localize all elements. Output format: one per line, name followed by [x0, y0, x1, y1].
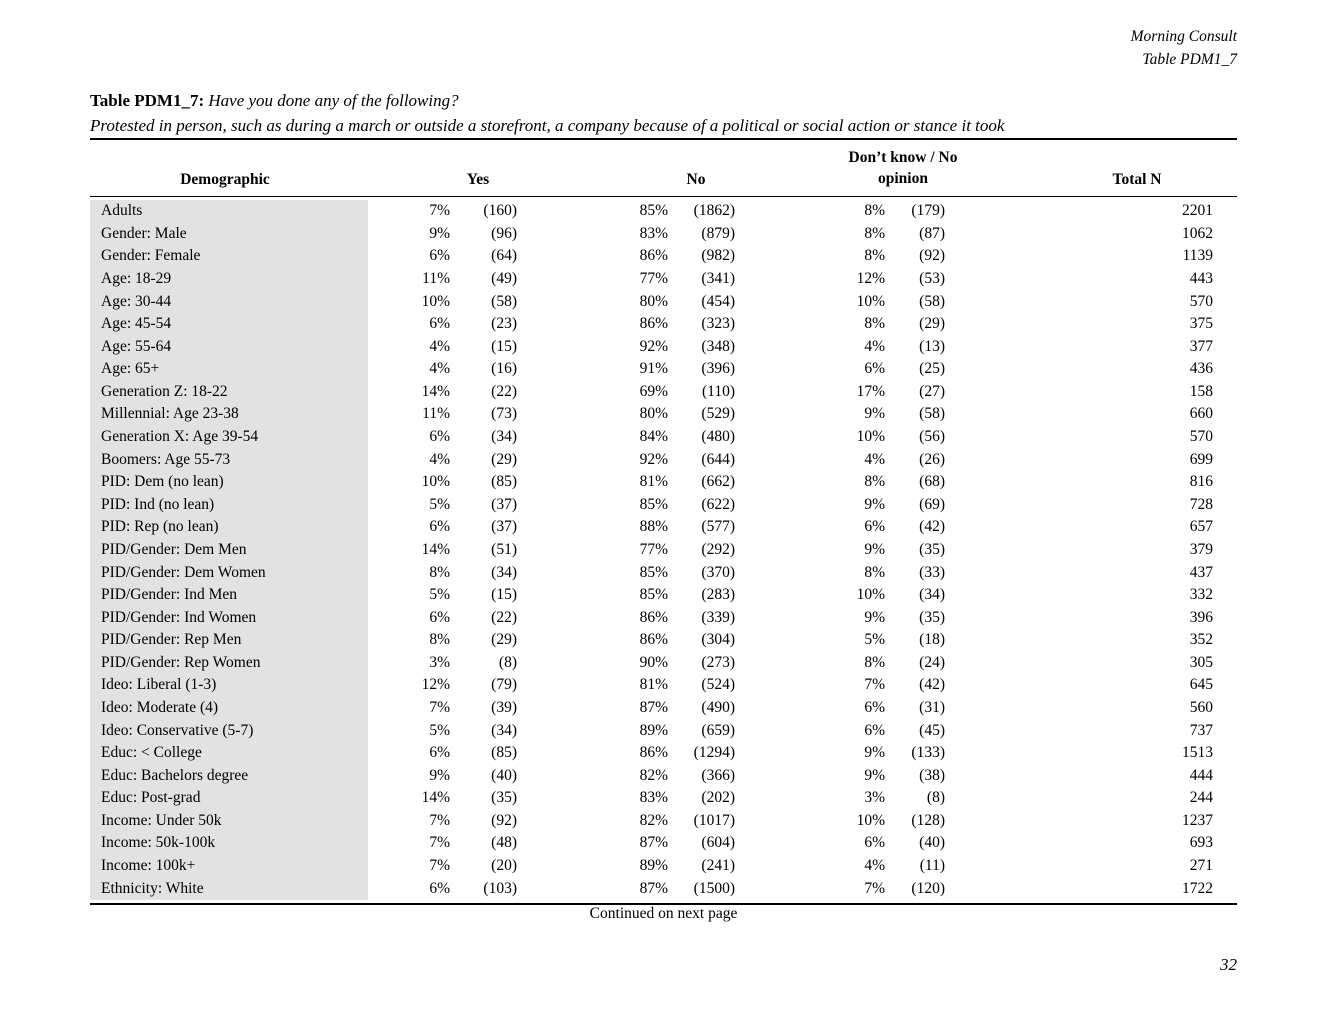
cell-yes-count: (39): [491, 699, 517, 716]
cell-yes-percent: 4%: [429, 337, 450, 355]
cell-yes-count: (37): [491, 518, 517, 536]
cell-yes-count: (103): [483, 879, 517, 897]
cell-dont-know-percent: 9%: [864, 405, 885, 423]
cell-no-count: (1017): [693, 811, 735, 829]
cell-dont-know-percent: 3%: [864, 789, 885, 807]
table-title-label: Table PDM1_7:: [90, 91, 205, 110]
table-body: [90, 200, 1237, 900]
cell-dont-know-percent: 9%: [864, 495, 885, 513]
cell-total-n: 570: [1189, 292, 1213, 310]
cell-total-n: 437: [1189, 563, 1213, 581]
cell-demographic-label: PID/Gender: Dem Men: [90, 539, 368, 562]
cell-demographic-label: Income: 50k-100k: [90, 832, 368, 855]
table-row: [90, 335, 1237, 358]
cell-dont-know-percent: 7%: [864, 676, 885, 694]
column-header-no: No: [686, 171, 706, 188]
cell-no-percent: 77%: [639, 540, 668, 558]
cell-dont-know-percent: 7%: [864, 879, 885, 897]
cell-yes-percent: 7%: [429, 202, 450, 220]
cell-dont-know-count: (13): [919, 337, 945, 355]
cell-yes-count: (48): [491, 834, 517, 852]
cell-yes-percent: 6%: [429, 428, 450, 446]
cell-total-n: 158: [1189, 382, 1213, 400]
cell-no-count: (622): [701, 495, 735, 513]
cell-yes-count: (73): [491, 405, 517, 423]
cell-dont-know-percent: 6%: [864, 518, 885, 536]
cell-dont-know-percent: 4%: [864, 337, 885, 355]
cell-no-percent: 69%: [639, 382, 668, 400]
cell-no-percent: 87%: [639, 879, 668, 897]
cell-yes-count: (92): [491, 811, 517, 829]
cell-no-count: (529): [701, 405, 735, 423]
cell-demographic-label: Ethnicity: White: [90, 877, 368, 900]
cell-yes-count: (34): [491, 721, 517, 739]
cell-dont-know-count: (58): [919, 292, 945, 310]
table-row: [90, 764, 1237, 787]
cell-yes-percent: 14%: [421, 382, 450, 400]
cell-yes-percent: 14%: [421, 789, 450, 807]
cell-yes-percent: 9%: [429, 766, 450, 784]
cell-demographic-label: Age: 55-64: [90, 335, 368, 358]
table-row: [90, 426, 1237, 449]
cell-total-n: 737: [1189, 721, 1213, 739]
table-row: [90, 290, 1237, 313]
cell-total-n: 1722: [1182, 879, 1213, 897]
cell-dont-know-percent: 5%: [864, 631, 885, 649]
cell-dont-know-count: (56): [919, 428, 945, 446]
cell-demographic-label: PID/Gender: Rep Women: [90, 652, 368, 675]
cell-dont-know-percent: 8%: [864, 473, 885, 491]
cell-no-percent: 90%: [639, 653, 668, 671]
cell-demographic-label: Income: Under 50k: [90, 810, 368, 833]
cell-yes-count: (8): [498, 653, 517, 671]
cell-dont-know-count: (53): [919, 270, 945, 288]
cell-yes-percent: 3%: [429, 653, 450, 671]
cell-no-percent: 80%: [639, 405, 668, 423]
cell-demographic-label: Educ: Bachelors degree: [90, 764, 368, 787]
page-number: 32: [1220, 955, 1237, 974]
cell-yes-percent: 6%: [429, 744, 450, 762]
cell-dont-know-count: (42): [919, 518, 945, 536]
cell-no-count: (323): [701, 315, 735, 333]
cell-yes-percent: 4%: [429, 450, 450, 468]
cell-no-percent: 85%: [639, 586, 668, 604]
table-row: [90, 403, 1237, 426]
cell-demographic-label: Age: 18-29: [90, 268, 368, 291]
cell-dont-know-count: (27): [919, 382, 945, 400]
table-row: [90, 539, 1237, 562]
table-row: [90, 652, 1237, 675]
cell-demographic-label: PID: Ind (no lean): [90, 494, 368, 517]
table-header-row: [90, 140, 1237, 197]
cell-yes-percent: 9%: [429, 224, 450, 242]
cell-dont-know-count: (26): [919, 450, 945, 468]
table-title-line: [90, 88, 1240, 113]
cell-demographic-label: PID/Gender: Dem Women: [90, 561, 368, 584]
cell-total-n: 444: [1189, 766, 1213, 784]
cell-yes-count: (20): [491, 857, 517, 875]
cell-yes-count: (85): [491, 744, 517, 762]
cell-no-percent: 86%: [639, 315, 668, 333]
table-row: [90, 381, 1237, 404]
cell-dont-know-percent: 10%: [856, 811, 885, 829]
cell-demographic-label: Millennial: Age 23-38: [90, 403, 368, 426]
cell-no-percent: 84%: [639, 428, 668, 446]
cell-dont-know-count: (18): [919, 631, 945, 649]
table-row: [90, 313, 1237, 336]
cell-total-n: 305: [1189, 653, 1213, 671]
cell-demographic-label: Income: 100k+: [90, 855, 368, 878]
cell-no-percent: 88%: [639, 518, 668, 536]
cell-no-percent: 85%: [639, 202, 668, 220]
running-header: [1131, 25, 1237, 71]
cell-no-percent: 81%: [639, 676, 668, 694]
cell-total-n: 1139: [1182, 247, 1213, 265]
cell-total-n: 1062: [1182, 224, 1213, 242]
cell-dont-know-percent: 9%: [864, 744, 885, 762]
cell-total-n: 693: [1189, 834, 1213, 852]
cell-yes-count: (22): [491, 382, 517, 400]
cell-yes-count: (40): [491, 766, 517, 784]
cell-no-percent: 89%: [639, 857, 668, 875]
cell-no-count: (1500): [693, 879, 735, 897]
cell-no-count: (1862): [693, 202, 735, 220]
cell-yes-count: (35): [491, 789, 517, 807]
cell-no-percent: 87%: [639, 834, 668, 852]
cell-dont-know-percent: 10%: [856, 586, 885, 604]
cell-dont-know-percent: 10%: [856, 428, 885, 446]
table-row: [90, 719, 1237, 742]
table-title-block: [90, 88, 1240, 138]
cell-dont-know-count: (133): [911, 744, 945, 762]
cell-yes-count: (29): [491, 450, 517, 468]
cell-yes-count: (34): [491, 428, 517, 446]
cell-dont-know-count: (24): [919, 653, 945, 671]
cell-demographic-label: Boomers: Age 55-73: [90, 448, 368, 471]
cell-dont-know-count: (58): [919, 405, 945, 423]
cell-no-count: (370): [701, 563, 735, 581]
table-reference: Table PDM1_7: [1142, 51, 1237, 68]
cell-yes-percent: 11%: [422, 270, 450, 288]
cell-no-count: (879): [701, 224, 735, 242]
table-row: [90, 494, 1237, 517]
table-row: [90, 223, 1237, 246]
table-row: [90, 674, 1237, 697]
cell-yes-percent: 6%: [429, 879, 450, 897]
cell-dont-know-percent: 6%: [864, 834, 885, 852]
cell-no-percent: 86%: [639, 631, 668, 649]
cell-total-n: 645: [1189, 676, 1213, 694]
cell-demographic-label: PID/Gender: Ind Men: [90, 584, 368, 607]
cell-total-n: 375: [1189, 315, 1213, 333]
cell-dont-know-count: (120): [911, 879, 945, 897]
cell-yes-percent: 7%: [429, 699, 450, 716]
cell-dont-know-percent: 9%: [864, 766, 885, 784]
cell-yes-count: (23): [491, 315, 517, 333]
cell-demographic-label: Educ: < College: [90, 742, 368, 765]
cell-no-count: (982): [701, 247, 735, 265]
cell-yes-count: (22): [491, 608, 517, 626]
cell-total-n: 816: [1189, 473, 1213, 491]
cell-dont-know-percent: 8%: [864, 202, 885, 220]
table-row: [90, 358, 1237, 381]
cell-no-count: (241): [701, 857, 735, 875]
column-header-total-n: Total N: [1112, 171, 1162, 188]
cell-dont-know-percent: 12%: [856, 270, 885, 288]
cell-dont-know-percent: 6%: [864, 360, 885, 378]
cell-demographic-label: Ideo: Liberal (1-3): [90, 674, 368, 697]
table-row: [90, 855, 1237, 878]
cell-yes-percent: 8%: [429, 563, 450, 581]
cell-no-count: (577): [701, 518, 735, 536]
cell-dont-know-percent: 8%: [864, 653, 885, 671]
table-row: [90, 877, 1237, 900]
cell-yes-percent: 5%: [429, 586, 450, 604]
cell-demographic-label: PID: Dem (no lean): [90, 471, 368, 494]
cell-no-percent: 86%: [639, 744, 668, 762]
cell-demographic-label: Gender: Male: [90, 223, 368, 246]
column-header-dont-know-line2: opinion: [878, 170, 928, 187]
cell-no-count: (454): [701, 292, 735, 310]
cell-no-percent: 81%: [639, 473, 668, 491]
cell-dont-know-percent: 6%: [864, 699, 885, 716]
cell-dont-know-percent: 8%: [864, 563, 885, 581]
cell-demographic-label: Age: 45-54: [90, 313, 368, 336]
cell-dont-know-count: (69): [919, 495, 945, 513]
cell-dont-know-count: (45): [919, 721, 945, 739]
cell-yes-count: (49): [491, 270, 517, 288]
cell-dont-know-count: (68): [919, 473, 945, 491]
column-header-yes: Yes: [466, 171, 490, 188]
cell-demographic-label: Ideo: Moderate (4): [90, 697, 368, 720]
cell-yes-percent: 10%: [421, 473, 450, 491]
crosstab-table: [90, 138, 1237, 905]
cell-yes-percent: 7%: [429, 811, 450, 829]
cell-total-n: 443: [1189, 270, 1213, 288]
cell-total-n: 2201: [1182, 202, 1213, 220]
cell-dont-know-count: (33): [919, 563, 945, 581]
cell-no-count: (292): [701, 540, 735, 558]
cell-no-count: (662): [701, 473, 735, 491]
cell-no-count: (348): [701, 337, 735, 355]
cell-dont-know-percent: 6%: [864, 721, 885, 739]
cell-yes-percent: 7%: [429, 834, 450, 852]
cell-no-percent: 85%: [639, 495, 668, 513]
cell-no-percent: 91%: [639, 360, 668, 378]
cell-yes-percent: 12%: [421, 676, 450, 694]
cell-total-n: 332: [1189, 586, 1213, 604]
cell-dont-know-count: (31): [919, 699, 945, 716]
cell-yes-count: (34): [491, 563, 517, 581]
cell-no-percent: 82%: [639, 766, 668, 784]
cell-dont-know-percent: 17%: [856, 382, 885, 400]
cell-yes-percent: 8%: [429, 631, 450, 649]
cell-total-n: 379: [1189, 540, 1213, 558]
cell-yes-percent: 4%: [429, 360, 450, 378]
cell-dont-know-percent: 4%: [864, 450, 885, 468]
cell-yes-percent: 5%: [429, 721, 450, 739]
cell-yes-count: (96): [491, 224, 517, 242]
cell-no-percent: 82%: [639, 811, 668, 829]
cell-yes-count: (51): [491, 540, 517, 558]
cell-yes-count: (160): [483, 202, 517, 220]
table-row: [90, 448, 1237, 471]
cell-dont-know-count: (35): [919, 540, 945, 558]
column-header-dont-know-line1: Don’t know / No: [848, 149, 958, 166]
cell-no-count: (644): [701, 450, 735, 468]
cell-dont-know-count: (34): [919, 586, 945, 604]
cell-demographic-label: Age: 65+: [90, 358, 368, 381]
cell-yes-count: (85): [491, 473, 517, 491]
cell-no-percent: 83%: [639, 789, 668, 807]
table-row: [90, 584, 1237, 607]
cell-demographic-label: Generation X: Age 39-54: [90, 426, 368, 449]
cell-total-n: 1237: [1182, 811, 1213, 829]
cell-no-percent: 80%: [639, 292, 668, 310]
cell-dont-know-percent: 4%: [864, 857, 885, 875]
cell-no-percent: 86%: [639, 247, 668, 265]
cell-no-count: (273): [701, 653, 735, 671]
cell-demographic-label: PID/Gender: Rep Men: [90, 629, 368, 652]
cell-dont-know-count: (29): [919, 315, 945, 333]
cell-yes-percent: 7%: [429, 857, 450, 875]
cell-no-count: (341): [701, 270, 735, 288]
cell-total-n: 570: [1189, 428, 1213, 446]
cell-dont-know-percent: 8%: [864, 315, 885, 333]
cell-no-percent: 86%: [639, 608, 668, 626]
cell-no-count: (490): [701, 699, 735, 716]
brand-name: Morning Consult: [1130, 28, 1237, 45]
cell-no-count: (1294): [693, 744, 735, 762]
table-row: [90, 561, 1237, 584]
cell-no-percent: 92%: [639, 337, 668, 355]
cell-no-count: (524): [701, 676, 735, 694]
cell-demographic-label: Educ: Post-grad: [90, 787, 368, 810]
cell-yes-percent: 14%: [421, 540, 450, 558]
cell-yes-percent: 6%: [429, 247, 450, 265]
cell-no-count: (480): [701, 428, 735, 446]
table-row: [90, 471, 1237, 494]
column-header-demographic: Demographic: [180, 171, 270, 188]
cell-total-n: 271: [1189, 857, 1213, 875]
cell-total-n: 352: [1189, 631, 1213, 649]
cell-dont-know-count: (8): [926, 789, 945, 807]
cell-no-count: (659): [701, 721, 735, 739]
cell-yes-percent: 10%: [421, 292, 450, 310]
cell-no-count: (110): [702, 382, 735, 400]
cell-dont-know-count: (35): [919, 608, 945, 626]
cell-dont-know-percent: 8%: [864, 224, 885, 242]
cell-demographic-label: Age: 30-44: [90, 290, 368, 313]
cell-total-n: 699: [1189, 450, 1213, 468]
cell-no-percent: 89%: [639, 721, 668, 739]
table-row: [90, 516, 1237, 539]
cell-no-percent: 92%: [639, 450, 668, 468]
cell-dont-know-count: (128): [911, 811, 945, 829]
table-row: [90, 268, 1237, 291]
table-row: [90, 810, 1237, 833]
cell-total-n: 436: [1189, 360, 1213, 378]
cell-demographic-label: PID/Gender: Ind Women: [90, 606, 368, 629]
cell-yes-percent: 11%: [422, 405, 450, 423]
cell-yes-count: (64): [491, 247, 517, 265]
table-row: [90, 200, 1237, 223]
cell-dont-know-percent: 10%: [856, 292, 885, 310]
cell-no-percent: 85%: [639, 563, 668, 581]
cell-demographic-label: Ideo: Conservative (5-7): [90, 719, 368, 742]
cell-demographic-label: Generation Z: 18-22: [90, 381, 368, 404]
cell-no-percent: 77%: [639, 270, 668, 288]
column-header-dont-know: [849, 147, 958, 189]
cell-dont-know-count: (87): [919, 224, 945, 242]
cell-demographic-label: Gender: Female: [90, 245, 368, 268]
cell-no-percent: 83%: [639, 224, 668, 242]
cell-no-count: (202): [701, 789, 735, 807]
cell-dont-know-percent: 9%: [864, 608, 885, 626]
cell-no-count: (396): [701, 360, 735, 378]
table-row: [90, 606, 1237, 629]
cell-no-count: (604): [701, 834, 735, 852]
cell-yes-count: (79): [491, 676, 517, 694]
cell-yes-count: (16): [491, 360, 517, 378]
cell-total-n: 377: [1189, 337, 1213, 355]
cell-dont-know-count: (179): [911, 202, 945, 220]
table-row: [90, 832, 1237, 855]
cell-dont-know-count: (92): [919, 247, 945, 265]
cell-total-n: 560: [1189, 699, 1213, 716]
cell-total-n: 244: [1189, 789, 1213, 807]
cell-yes-percent: 5%: [429, 495, 450, 513]
cell-yes-count: (15): [491, 586, 517, 604]
cell-no-count: (283): [701, 586, 735, 604]
cell-yes-count: (37): [491, 495, 517, 513]
table-subtitle: Protested in person, such as during a march or outside a storefront, a company because of a political or social action or stance it took: [90, 116, 1005, 135]
cell-no-count: (366): [701, 766, 735, 784]
cell-yes-count: (58): [491, 292, 517, 310]
cell-total-n: 396: [1189, 608, 1213, 626]
cell-yes-count: (15): [491, 337, 517, 355]
table-row: [90, 697, 1237, 720]
cell-no-percent: 87%: [639, 699, 668, 716]
cell-dont-know-count: (25): [919, 360, 945, 378]
cell-yes-count: (29): [491, 631, 517, 649]
cell-dont-know-count: (11): [919, 857, 945, 875]
cell-dont-know-count: (38): [919, 766, 945, 784]
table-row: [90, 742, 1237, 765]
cell-total-n: 657: [1189, 518, 1213, 536]
table-row: [90, 245, 1237, 268]
cell-total-n: 728: [1189, 495, 1213, 513]
table-row: [90, 787, 1237, 810]
cell-total-n: 1513: [1182, 744, 1213, 762]
cell-no-count: (304): [701, 631, 735, 649]
cell-demographic-label: PID: Rep (no lean): [90, 516, 368, 539]
cell-yes-percent: 6%: [429, 518, 450, 536]
table-row: [90, 629, 1237, 652]
cell-no-count: (339): [701, 608, 735, 626]
cell-yes-percent: 6%: [429, 315, 450, 333]
cell-dont-know-count: (42): [919, 676, 945, 694]
cell-dont-know-percent: 9%: [864, 540, 885, 558]
cell-dont-know-count: (40): [919, 834, 945, 852]
cell-yes-percent: 6%: [429, 608, 450, 626]
cell-demographic-label: Adults: [90, 200, 368, 223]
cell-total-n: 660: [1189, 405, 1213, 423]
continued-note: Continued on next page: [589, 905, 738, 922]
cell-dont-know-percent: 8%: [864, 247, 885, 265]
table-title-question: Have you done any of the following?: [208, 91, 459, 110]
